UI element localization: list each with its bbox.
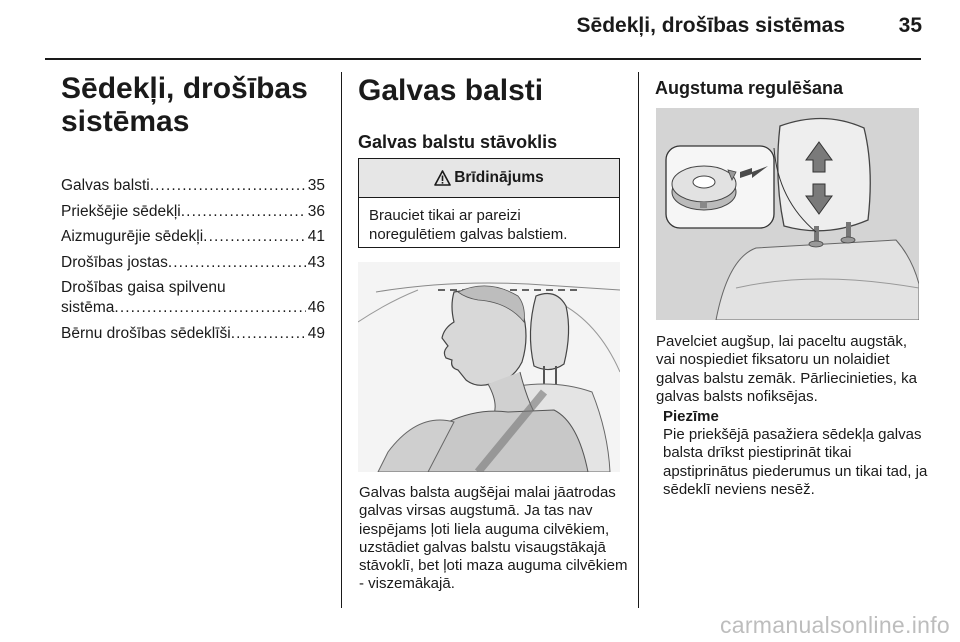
toc-item-label-line1: Drošības gaisa spilvenu xyxy=(61,279,226,296)
toc-leader-dots xyxy=(231,324,306,344)
watermark: carmanualsonline.info xyxy=(719,612,950,638)
header-rule xyxy=(45,58,921,60)
chapter-toc xyxy=(61,176,325,349)
height-adjust-paragraph: Pavelciet augšup, lai paceltu augstāk, vai nospiediet fiksatoru un nolaidiet galvas balstu zemāk. Pārliecinieties, ka galvas balsts nofiksējas. xyxy=(656,333,917,405)
driver-head-position-illustration xyxy=(358,262,620,472)
toc-item-page: 49 xyxy=(307,324,325,342)
warning-label: Brīdinājums xyxy=(454,169,544,186)
column-divider-2 xyxy=(638,72,639,608)
page-header-title: Sēdekļi, drošības sistēmas xyxy=(576,14,845,37)
section-subtitle: Galvas balstu stāvoklis xyxy=(358,132,558,152)
note-label: Piezīme xyxy=(663,408,719,425)
warning-text: Brauciet tikai ar pareizi noregulētiem galvas balstiem. xyxy=(369,207,568,243)
toc-item[interactable] xyxy=(61,253,325,273)
toc-item-label: sistēma xyxy=(61,299,115,316)
toc-item-page: 41 xyxy=(307,228,325,245)
toc-item-label: Aizmugurējie sēdekļi xyxy=(61,228,204,245)
headrest-height-adjust-illustration xyxy=(656,108,919,320)
toc-item-page: 46 xyxy=(307,299,325,316)
toc-item[interactable] xyxy=(61,227,325,247)
toc-item-label: Drošības jostas xyxy=(61,253,168,271)
toc-item-label: Priekšējie sēdekļi xyxy=(61,202,181,220)
toc-leader-dots xyxy=(114,298,305,318)
head-position-paragraph: Galvas balsta augšējai malai jāatrodas galvas virsas augstumā. Ja tas nav iespējams ļoti liela auguma cilvēkiem, uzstādiet galvas balstu visaugstākajā stāvoklī, bet ļoti maza auguma cilvēkiem - viszemākajā. xyxy=(359,484,628,593)
toc-leader-dots xyxy=(181,202,306,222)
section-title: Galvas balsti xyxy=(358,74,544,107)
toc-item[interactable] xyxy=(61,278,325,318)
height-adjust-title: Augstuma regulēšana xyxy=(655,78,844,98)
toc-item-label: Bērnu drošības sēdeklīši xyxy=(61,324,231,342)
toc-item[interactable] xyxy=(61,176,325,196)
toc-item-label: Galvas balsti xyxy=(61,177,150,194)
toc-leader-dots xyxy=(168,253,306,273)
page-number: 35 xyxy=(898,14,922,37)
toc-item[interactable] xyxy=(61,202,325,222)
column-divider-1 xyxy=(341,72,342,608)
note-text: Pie priekšējā pasažiera sēdekļa galvas balsta drīkst piestiprināt tikai apstiprinātus piederumus un tikai tad, ja sēdeklī neviens nesēž. xyxy=(663,426,928,498)
chapter-title: Sēdekļi, drošības sistēmas xyxy=(61,72,308,138)
toc-item-page: 43 xyxy=(307,253,325,271)
toc-item[interactable] xyxy=(61,324,325,344)
warning-header xyxy=(359,159,619,198)
toc-item-page: 36 xyxy=(307,202,325,220)
toc-item-page: 35 xyxy=(307,177,325,194)
warning-triangle-icon xyxy=(434,170,451,186)
warning-box xyxy=(358,158,620,248)
toc-leader-dots xyxy=(203,227,306,247)
toc-leader-dots xyxy=(150,176,306,196)
